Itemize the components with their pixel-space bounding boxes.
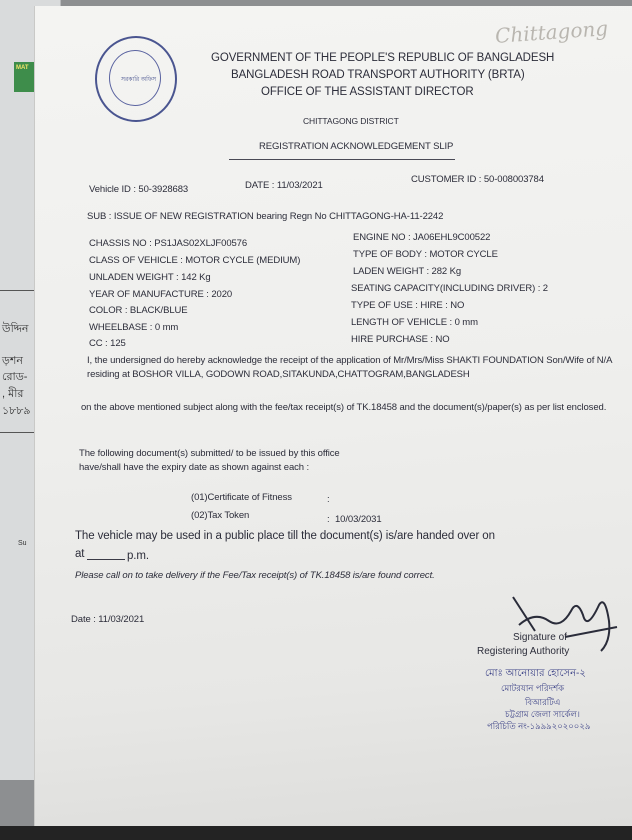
fee-receipt-line: on the above mentioned subject along with the fee/tax receipt(s) of TK.18458 and the document(s)/paper(s) as per list enclosed. [81,402,607,413]
color: COLOR : BLACK/BLUE [89,305,188,316]
left-text-5: ১৮৮৯ [2,405,31,417]
desk-edge [0,826,632,840]
document-separator: : [327,494,330,505]
stamp-line: পরিচিতি নং-১৯৯৯২০২০০২৯ [487,721,591,731]
document-separator: : [327,514,330,525]
documents-intro-2: have/shall have the expiry date as shown against each : [79,462,310,473]
public-use-pm: p.m. [127,550,149,562]
left-text-4: , মীর [2,388,24,400]
left-text-3: রোড- [2,371,28,383]
document-name: (01)Certificate of Fitness [191,492,292,503]
footer-date: Date : 11/03/2021 [71,614,145,625]
divider-line [0,290,36,291]
signature-label: Signature of [513,632,567,643]
acknowledgement-line-2: residing at BOSHOR VILLA, GODOWN ROAD,SITAKUNDA,CHATTOGRAM,BANGLADESH [87,369,470,380]
seal-text: সরকারি অফিস [121,77,157,83]
length-of-vehicle: LENGTH OF VEHICLE : 0 mm [351,317,478,328]
document-name: (02)Tax Token [191,510,250,521]
header-government: GOVERNMENT OF THE PEOPLE'S REPUBLIC OF BANGLADESH [211,52,555,64]
stamp-line: মোঃ আনোয়ার হোসেন-২ [485,668,586,679]
left-text-2: ড়শন [2,355,23,367]
public-use-at: at [75,548,85,560]
engine-no: ENGINE NO : JA06EHL9C00522 [353,232,491,243]
year-of-manufacture: YEAR OF MANUFACTURE : 2020 [89,289,233,300]
type-of-use: TYPE OF USE : HIRE : NO [351,300,465,311]
seating-capacity: SEATING CAPACITY(INCLUDING DRIVER) : 2 [351,283,548,294]
district-label: CHITTAGONG DISTRICT [303,116,399,126]
laden-weight: LADEN WEIGHT : 282 Kg [353,266,462,277]
slip-title: REGISTRATION ACKNOWLEDGEMENT SLIP [259,141,454,152]
government-seal [95,36,177,122]
header-brta: BANGLADESH ROAD TRANSPORT AUTHORITY (BRTA) [231,69,525,81]
registering-authority-label: Registering Authority [477,646,570,657]
stamp-line: চট্টগ্রাম জেলা সার্কেল। [505,709,580,719]
wheelbase: WHEELBASE : 0 mm [89,322,179,333]
left-text-6: Su [18,540,27,547]
time-blank-line [87,559,125,560]
handwritten-note: Chittagong [494,16,609,48]
vehicle-id: Vehicle ID : 50-3928683 [89,184,189,195]
stamp-line: মোটরযান পরিদর্শক [501,683,565,693]
cc: CC : 125 [89,338,126,349]
unladen-weight: UNLADEN WEIGHT : 142 Kg [89,272,211,283]
slip-date: DATE : 11/03/2021 [245,180,323,191]
left-text-1: উদ্দিন [2,323,29,335]
delivery-instruction: Please call on to take delivery if the Fee/Tax receipt(s) of TK.18458 is/are found correct. [75,570,435,581]
divider-line [0,432,36,433]
customer-id: CUSTOMER ID : 50-008003784 [411,174,544,185]
public-use-line: The vehicle may be used in a public place till the document(s) is/are handed over on [75,530,495,542]
acknowledgement-line-1: I, the undersigned do hereby acknowledge the receipt of the application of Mr/Mrs/Miss SHAKTI FOUNDATION Son/Wife of N/A [87,355,613,366]
stamp-line: বিআরটিএ [525,697,561,707]
green-label-strip: MAT [14,62,40,92]
header-office: OFFICE OF THE ASSISTANT DIRECTOR [261,86,474,98]
chassis-no: CHASSIS NO : PS1JAS02XLJF00576 [89,238,248,249]
hire-purchase: HIRE PURCHASE : NO [351,334,450,345]
subject-line: SUB : ISSUE OF NEW REGISTRATION bearing Regn No CHITTAGONG-HA-11-2242 [87,211,444,222]
class-of-vehicle: CLASS OF VEHICLE : MOTOR CYCLE (MEDIUM) [89,255,301,266]
title-underline [229,159,455,160]
type-of-body: TYPE OF BODY : MOTOR CYCLE [353,249,498,260]
document-expiry: 10/03/2031 [335,514,382,525]
registration-slip-paper [34,6,632,840]
documents-intro-1: The following document(s) submitted/ to be issued by this office [79,448,340,459]
